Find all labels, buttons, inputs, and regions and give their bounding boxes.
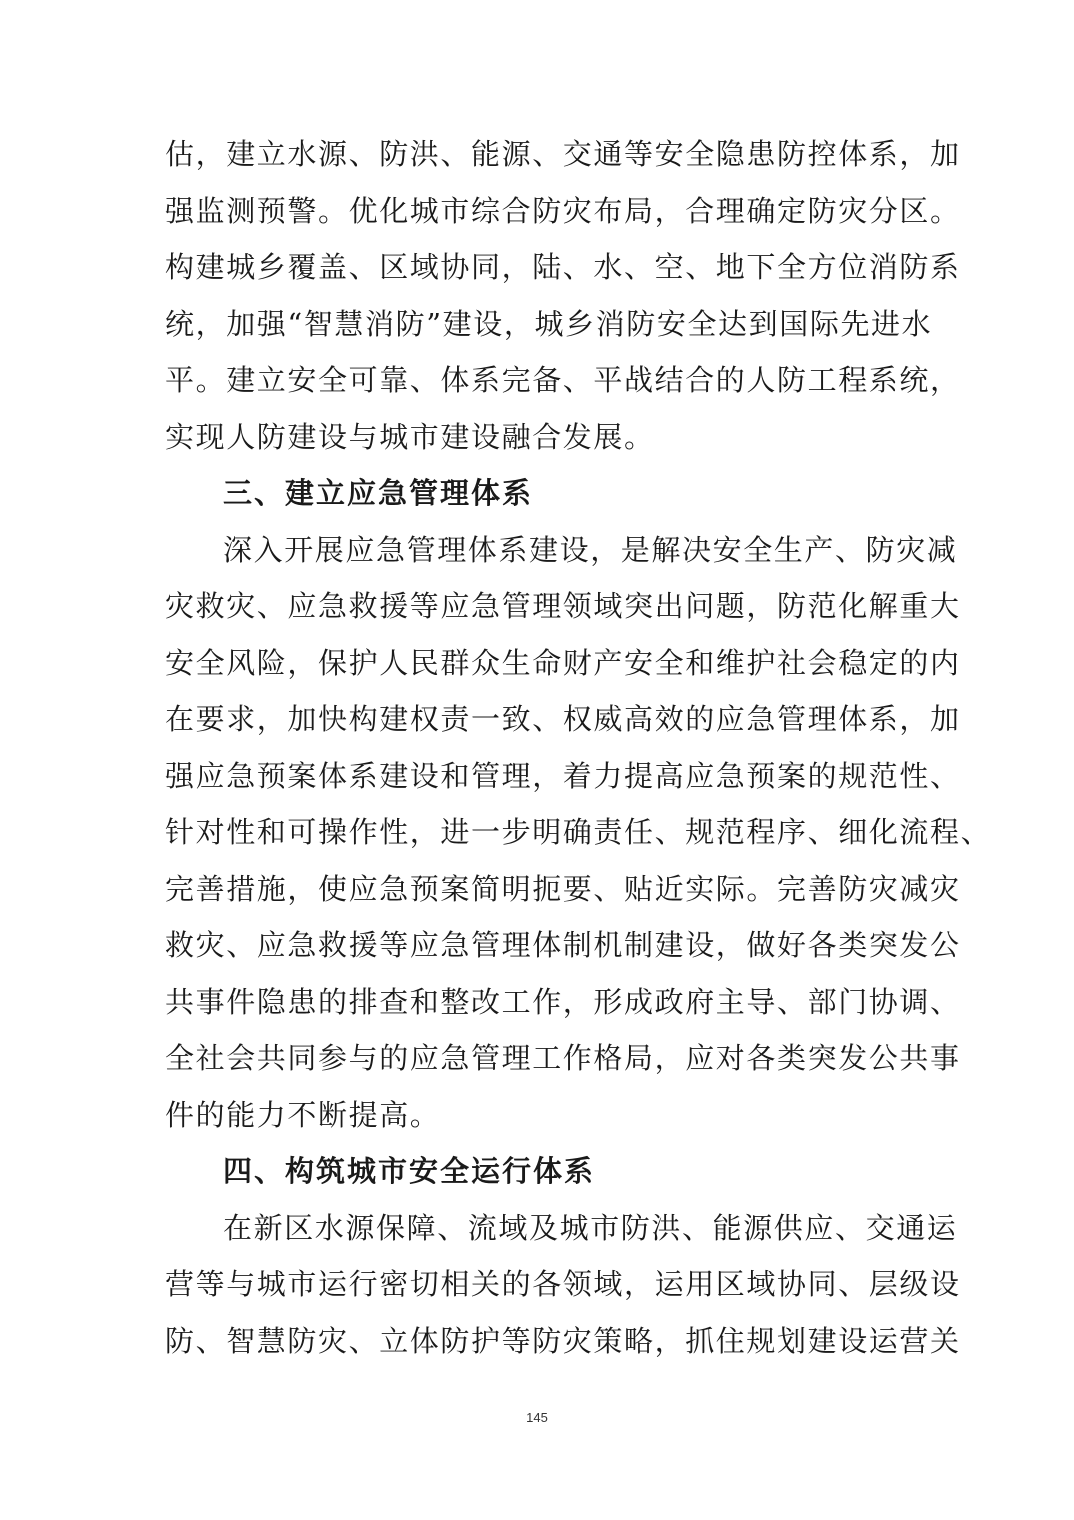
section-heading-4: 四、构筑城市安全运行体系 (223, 1154, 596, 1188)
text-line: 实现人防建设与城市建设融合发展。 (165, 419, 655, 454)
paragraph-continued (165, 126, 961, 465)
paragraph-section-3 (165, 522, 992, 1144)
text-line: 构建城乡覆盖、区域协同，陆、水、空、地下全方位消防系 (165, 250, 961, 284)
text-line: 强监测预警。优化城市综合防灾布局，合理确定防灾分区。 (165, 193, 961, 228)
paragraph-section-4 (165, 1200, 961, 1370)
text-line: 平。建立安全可靠、体系完备、平战结合的人防工程系统， (165, 363, 961, 397)
text-line: 共事件隐患的排查和整改工作，形成政府主导、部门协调、 (165, 984, 961, 1019)
text-line: 防、智慧防灾、立体防护等防灾策略，抓住规划建设运营关 (165, 1323, 961, 1358)
text-line: 全社会共同参与的应急管理工作格局，应对各类突发公共事 (165, 1041, 961, 1075)
text-line: 强应急预案体系建设和管理，着力提高应急预案的规范性、 (165, 758, 961, 793)
text-line: 在新区水源保障、流域及城市防洪、能源供应、交通运 (223, 1210, 958, 1245)
text-line: 灾救灾、应急救援等应急管理领域突出问题，防范化解重大 (165, 589, 961, 623)
text-line: 救灾、应急救援等应急管理体制机制建设，做好各类突发公 (165, 928, 961, 962)
document-body (165, 126, 992, 1369)
text-line: 营等与城市运行密切相关的各领域，运用区域协同、层级设 (165, 1267, 961, 1301)
text-line: 深入开展应急管理体系建设，是解决安全生产、防灾减 (223, 532, 958, 567)
text-line: 在要求，加快构建权责一致、权威高效的应急管理体系，加 (165, 702, 961, 736)
text-line: 针对性和可操作性，进一步明确责任、规范程序、细化流程、 (165, 815, 992, 849)
text-line: 估，建立水源、防洪、能源、交通等安全隐患防控体系，加 (165, 137, 961, 171)
text-line: 统，加强“智慧消防”建设，城乡消防安全达到国际先进水 (165, 306, 933, 341)
text-line: 件的能力不断提高。 (165, 1097, 441, 1132)
text-line: 完善措施，使应急预案简明扼要、贴近实际。完善防灾减灾 (165, 871, 961, 906)
page-number: 145 (526, 1410, 548, 1425)
section-heading-3: 三、建立应急管理体系 (223, 476, 534, 510)
text-line: 安全风险，保护人民群众生命财产安全和维护社会稳定的内 (165, 645, 961, 680)
